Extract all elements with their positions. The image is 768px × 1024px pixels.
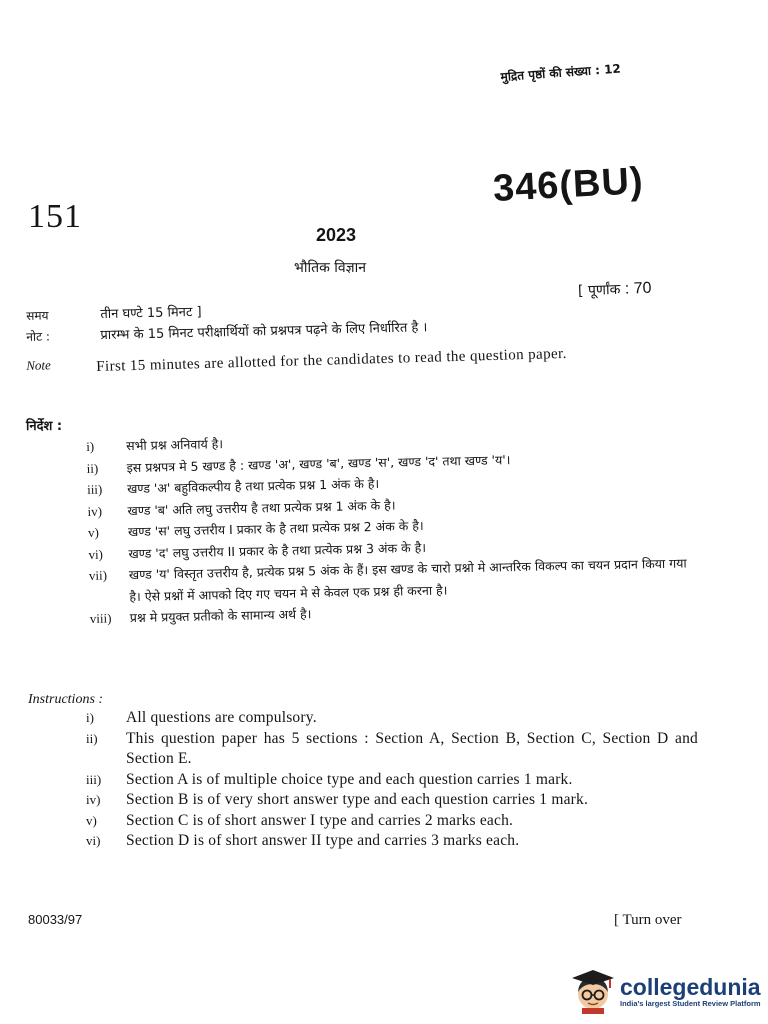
note-hindi-label: नोट :: [26, 329, 51, 344]
item-number: vi): [88, 546, 104, 562]
time-label: समय: [26, 308, 49, 323]
instructions-title: Instructions :: [28, 692, 104, 707]
item-number: i): [86, 438, 95, 454]
item-text: इस प्रश्नपत्र मे 5 खण्ड है : खण्ड 'अ', खण्ड 'ब', खण्ड 'स', खण्ड 'द' तथा खण्ड 'य'।: [126, 451, 511, 475]
item-number: viii): [89, 610, 112, 626]
item-text: खण्ड 'स' लघु उत्तरीय I प्रकार के है तथा प्रत्येक प्रश्न 2 अंक के है।: [127, 517, 424, 540]
exam-year: 2023: [316, 225, 357, 245]
max-marks: [578, 279, 652, 301]
brand-tagline: India's largest Student Review Platform: [620, 998, 761, 1008]
item-number: v): [87, 524, 100, 540]
note-english-text: First 15 minutes are allotted for the candidates to read the question paper.: [96, 345, 568, 376]
item-text: सभी प्रश्न अनिवार्य है।: [126, 436, 224, 454]
item-number: ii): [86, 460, 99, 476]
max-marks-value: : 70: [624, 279, 652, 298]
item-text: खण्ड 'द' लघु उत्तरीय II प्रकार के है तथा प्रत्येक प्रश्न 3 अंक के है।: [128, 539, 427, 561]
time-row: [26, 302, 202, 324]
item-text: Section C is of short answer I type and carries 2 marks each.: [126, 811, 514, 829]
directions-title: निर्देश :: [26, 419, 63, 434]
item-text: खण्ड 'ब' अति लघु उत्तरीय है तथा प्रत्येक प्रश्न 1 अंक के है।: [127, 497, 396, 518]
item-number: i): [86, 710, 94, 725]
item-text: प्रश्न मे प्रयुक्त प्रतीको के सामान्य अर्थ है।: [129, 606, 312, 626]
note-english-label: Note: [26, 357, 51, 373]
list-item: [86, 811, 698, 832]
paper-code: 346(BU): [492, 160, 645, 210]
note-english: [26, 339, 696, 380]
list-item: [86, 770, 698, 791]
turn-over-label: [ Turn over: [614, 912, 682, 928]
item-text: Section A is of multiple choice type and each question carries 1 mark.: [126, 770, 573, 788]
note-hindi-text: प्रारम्भ के 15 मिनट परीक्षार्थियों को प्रश्नपत्र पढ़ने के लिए निर्धारित है ।: [100, 320, 428, 344]
item-text: All questions are compulsory.: [126, 709, 317, 726]
subject-title: भौतिक विज्ञान: [294, 260, 367, 276]
brand-watermark[interactable]: [570, 968, 761, 1014]
item-number: vii): [88, 567, 108, 583]
student-avatar-icon: [570, 968, 616, 1014]
item-number: iii): [86, 771, 102, 787]
list-item: [86, 831, 698, 852]
item-text: Section B is of very short answer type and each question carries 1 mark.: [126, 791, 589, 808]
item-number: ii): [86, 730, 98, 746]
item-text: खण्ड 'अ' बहुविकल्पीय है तथा प्रत्येक प्रश्न 1 अंक के है।: [126, 475, 380, 497]
directions-list: [86, 423, 702, 629]
instructions-list: [86, 708, 698, 852]
page-code: 80033/97: [28, 912, 83, 927]
item-text: खण्ड 'य' विस्तृत उत्तरीय है, प्रत्येक प्रश्न 5 अंक के हैं। इस खण्ड के चारो प्रश्नो मे आन्तरिक विकल्प का चयन प्रदान किया गया है। ऐसे प्रश्नों में आपको दिए गए चयन मे से केवल एक प्रश्न ही करना है।: [128, 555, 687, 604]
item-number: iv): [87, 503, 103, 519]
time-value: तीन घण्टे 15 मिनट ]: [100, 304, 202, 323]
list-item: [86, 790, 698, 811]
brand-name: collegedunia: [620, 973, 761, 1000]
item-text: This question paper has 5 sections : Section A, Section B, Section C, Section D and Section E.: [126, 729, 698, 767]
series-number: 151: [28, 198, 82, 235]
list-item: [86, 729, 698, 770]
max-marks-label: [ पूर्णांक: [577, 281, 621, 300]
list-item: [86, 708, 698, 729]
item-number: iii): [86, 481, 103, 497]
item-number: v): [86, 812, 97, 828]
item-text: Section D is of short answer II type and carries 3 marks each.: [126, 832, 520, 849]
item-number: vi): [86, 833, 101, 848]
printed-pages-count: मुद्रित पृष्ठों की संख्या : 12: [500, 61, 622, 84]
item-number: iv): [86, 792, 101, 807]
